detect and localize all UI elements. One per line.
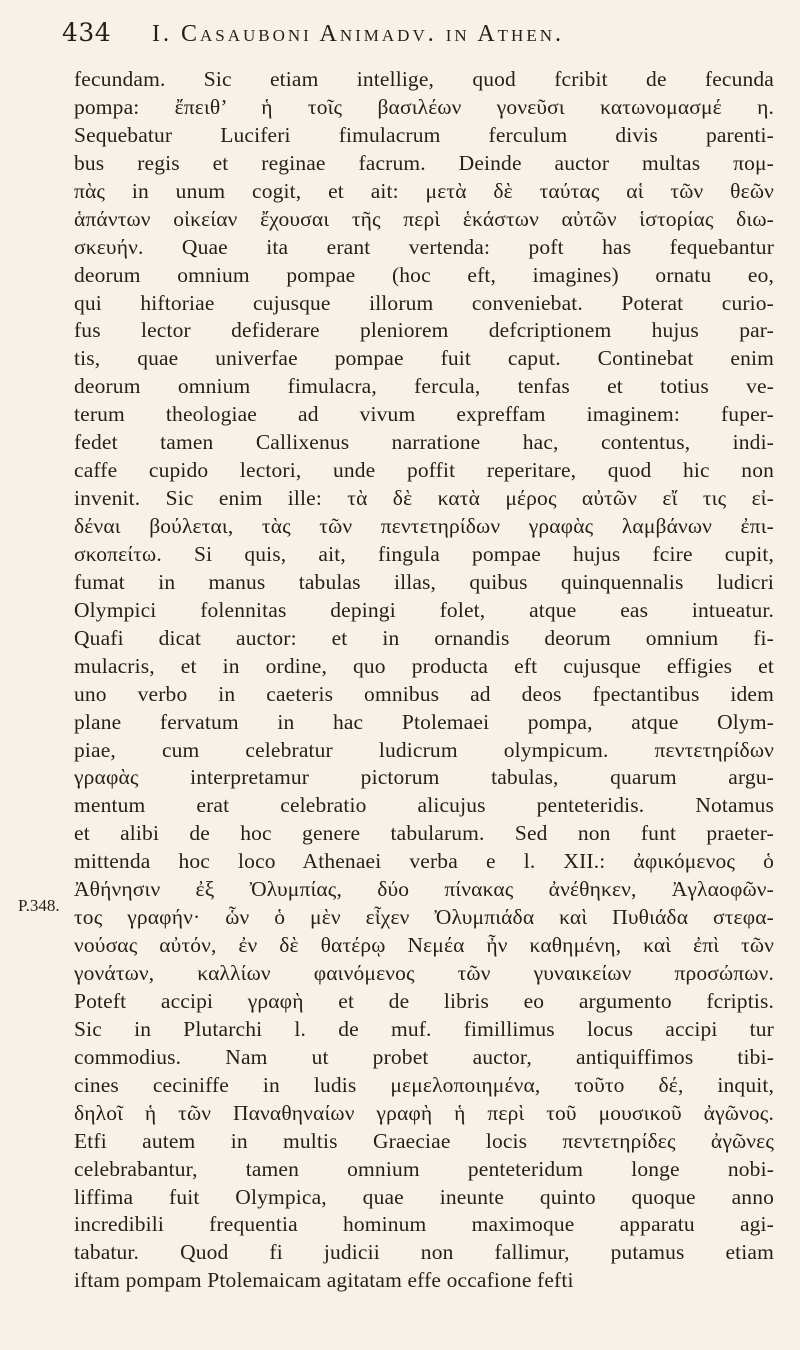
body-text bbox=[74, 66, 774, 1295]
text-line: mulacris, et in ordine, quo producta eft cujusque effigies et bbox=[74, 653, 774, 678]
text-line: Olympici folennitas depingi folet, atque eas intueatur. bbox=[74, 597, 774, 622]
text-line: fumat in manus tabulas illas, quibus quinquennalis ludicri bbox=[74, 569, 774, 594]
margin-note: P.348. bbox=[18, 896, 60, 915]
text-line: Sic in Plutarchi l. de muf. fimillimus locus accipi tur bbox=[74, 1016, 774, 1041]
text-line: Poteft accipi γραφὴ et de libris eo argumento fcriptis. bbox=[74, 988, 774, 1013]
text-line: fus lector defiderare pleniorem defcriptionem hujus par- bbox=[74, 318, 774, 343]
text-line: piae, cum celebratur ludicrum olympicum. πεντετηρίδων bbox=[74, 737, 774, 762]
text-line: γονάτων, καλλίων φαινόμενος τῶν γυναικείων προσώπων. bbox=[74, 961, 774, 985]
text-line: pompa: ἔπειθ’ ἡ τοῖς βασιλέων γονεῦσι κατωνομασμέ η. bbox=[74, 94, 774, 119]
text-line: qui hiftoriae cujusque illorum conveniebat. Poterat curio- bbox=[74, 290, 774, 315]
page-header bbox=[62, 18, 762, 52]
text-line: fedet tamen Callixenus narratione hac, contentus, indi- bbox=[74, 430, 774, 455]
text-line: σκοπείτω. Si quis, ait, fingula pompae hujus fcire cupit, bbox=[74, 541, 774, 566]
text-line: mentum erat celebratio alicujus penteteridis. Notamus bbox=[74, 793, 774, 818]
page-number: 434 bbox=[62, 18, 112, 47]
text-line: Ἀθήνησιν ἐξ Ὀλυμπίας, δύο πίνακας ἀνέθηκεν, Ἀγλαοφῶν- bbox=[74, 877, 774, 902]
text-line: Etfi autem in multis Graeciae locis πεντετηρίδες ἀγῶνες bbox=[74, 1128, 774, 1153]
text-line: plane fervatum in hac Ptolemaei pompa, atque Olym- bbox=[74, 709, 774, 734]
text-line: terum theologiae ad vivum expreffam imaginem: fuper- bbox=[74, 402, 774, 427]
text-line: γραφὰς interpretamur pictorum tabulas, quarum argu- bbox=[74, 765, 774, 790]
text-line: deorum omnium pompae (hoc eft, imagines) ornatu eo, bbox=[74, 262, 774, 287]
text-line: πὰς in unum cogit, et ait: μετὰ δὲ ταύτας αἱ τῶν θεῶν bbox=[74, 178, 774, 203]
text-line: δηλοῖ ἡ τῶν Παναθηναίων γραφὴ ἡ περὶ τοῦ μουσικοῦ ἀγῶνος. bbox=[74, 1100, 774, 1125]
text-line: invenit. Sic enim ille: τὰ δὲ κατὰ μέρος αὐτῶν εἴ τις εἰ- bbox=[74, 486, 774, 511]
text-line: tis, quae univerfae pompae fuit caput. Continebat enim bbox=[74, 346, 774, 371]
text-line: et alibi de hoc genere tabularum. Sed non funt praeter- bbox=[74, 821, 774, 846]
text-line: uno verbo in caeteris omnibus ad deos fpectantibus idem bbox=[74, 681, 774, 706]
text-line: iftam pompam Ptolemaicam agitatam effe occafione fefti bbox=[74, 1268, 574, 1293]
text-line: bus regis et reginae facrum. Deinde auctor multas πομ- bbox=[74, 150, 774, 175]
text-line: νούσας αὐτόν, ἐν δὲ θατέρῳ Νεμέα ἦν καθημένη, καὶ ἐπὶ τῶν bbox=[74, 933, 774, 958]
text-line: commodius. Nam ut probet auctor, antiquiffimos tibi- bbox=[74, 1044, 774, 1069]
text-line: τος γραφήν· ὧν ὁ μὲν εἶχεν Ὀλυμπιάδα καὶ Πυθιάδα στεφα- bbox=[74, 905, 774, 930]
text-line: Quafi dicat auctor: et in ornandis deorum omnium fi- bbox=[74, 625, 774, 650]
text-line: incredibili frequentia hominum maximoque apparatu agi- bbox=[74, 1212, 774, 1237]
text-line: cines ceciniffe in ludis μεμελοποιημένα, τοῦτο δέ, inquit, bbox=[74, 1072, 774, 1097]
text-line: deorum omnium fimulacra, fercula, tenfas et totius ve- bbox=[74, 374, 774, 399]
text-line: ἁπάντων οἰκείαν ἔχουσαι τῆς περὶ ἑκάστων αὐτῶν ἱστορίας διω- bbox=[74, 206, 774, 231]
text-line: σκευήν. Quae ita erant vertenda: poft has fequebantur bbox=[74, 234, 774, 259]
text-line: mittenda hoc loco Athenaei verba e l. XII.: ἀφικόμενος ὁ bbox=[74, 849, 774, 874]
text-line: fecundam. Sic etiam intellige, quod fcribit de fecunda bbox=[74, 67, 774, 91]
text-line: liffima fuit Olympica, quae ineunte quinto quoque anno bbox=[74, 1184, 774, 1209]
text-line: caffe cupido lectori, unde poffit reperitare, quod hic non bbox=[74, 458, 774, 483]
text-line: tabatur. Quod fi judicii non fallimur, putamus etiam bbox=[74, 1240, 774, 1265]
text-line: celebrabantur, tamen omnium penteteridum longe nobi- bbox=[74, 1156, 774, 1181]
text-line: Sequebatur Luciferi fimulacrum ferculum divis parenti- bbox=[74, 122, 774, 147]
text-line: δέναι βούλεται, τὰς τῶν πεντετηρίδων γραφὰς λαμβάνων ἐπι- bbox=[74, 514, 774, 538]
running-head: I. Casauboni Animadv. in Athen. bbox=[152, 21, 564, 47]
